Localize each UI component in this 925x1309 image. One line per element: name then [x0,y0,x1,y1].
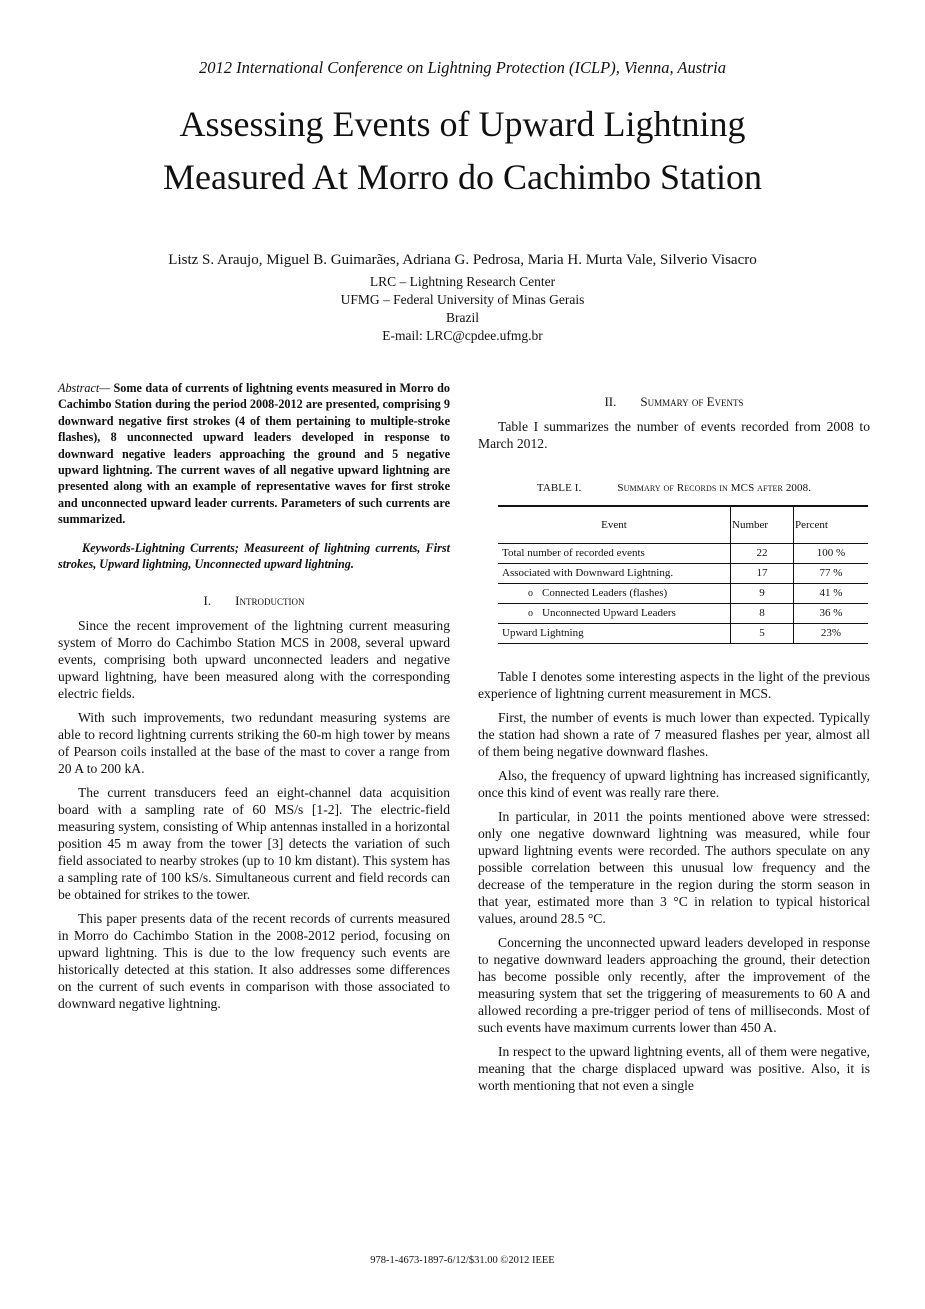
table-title: Summary of Records in MCS after 2008. [617,482,812,494]
cell-event: Upward Lightning [498,624,731,644]
abstract-label: Abstract— [58,381,111,395]
col-header-event: Event [498,506,731,544]
cell-number: 9 [731,584,794,604]
cell-percent: 36 % [794,604,869,624]
paragraph: Table I summarizes the number of events recorded from 2008 to March 2012. [478,419,870,451]
cell-percent: 100 % [794,544,869,564]
abstract [58,380,450,528]
email-line: E-mail: LRC@cpdee.ufmg.br [382,328,543,343]
paragraph: Since the recent improvement of the lightning current measuring system of Morro do Cachimbo Station MCS in 2008, several upward events, comprising both upward unconnected leaders and negative upward lightning, have been measured along with the corresponding electric fields. [58,618,450,702]
keywords: Keywords-Lightning Currents; Measureent of lightning currents, First strokes, Upward lightning, Unconnected upward lightning. [58,540,450,572]
author-list: Listz S. Araujo, Miguel B. Guimarães, Adriana G. Pedrosa, Maria H. Murta Vale, Silverio Visacro [168,252,757,268]
title-line-2: Measured At Morro do Cachimbo Station [163,157,762,197]
table-row [498,564,868,584]
cell-number: 8 [731,604,794,624]
section-body [478,668,870,1094]
cell-percent: 77 % [794,564,869,584]
right-column [478,393,870,1101]
col-header-number: Number [731,506,794,544]
table-row [498,544,868,564]
paragraph: In particular, in 2011 the points mentioned above were stressed: only one negative downward lightning was measured, while four upward lightning events were recorded. The authors speculate on any possible correlation between this unusual low frequency and the decrease of the temperature in the region during the storm season in that year, estimated more than 3 °C in relation to typical historical values, around 28.5 °C. [478,809,870,926]
cell-number: 17 [731,564,794,584]
conference-header: 2012 International Conference on Lightning Protection (ICLP), Vienna, Austria [198,58,727,77]
table-header-row [498,506,868,544]
affiliation-line: UFMG – Federal University of Minas Gerais [340,292,585,307]
left-column [58,380,450,1019]
cell-number: 22 [731,544,794,564]
section-number: I. [203,593,212,609]
section-title: Introduction [235,593,305,609]
cell-event: o Unconnected Upward Leaders [498,604,731,624]
paragraph: Also, the frequency of upward lightning has increased significantly, once this kind of event was really rare there. [478,768,870,800]
table-caption [478,480,870,497]
paragraph: Concerning the unconnected upward leaders developed in response to negative downward leaders approaching the ground, their detection has become possible only recently, after the improvement of the measuring system that set the triggering of measurements to 60 A and allowed recording a pre-trigger period of tens of milliseconds. Most of such events have maximum currents lower than 450 A. [478,935,870,1035]
affiliation-line: Brazil [446,310,479,325]
section-title: Summary of Events [640,394,744,409]
paper-title [0,98,925,204]
cell-event: Total number of recorded events [498,544,731,564]
table-row [498,584,868,604]
cell-percent: 41 % [794,584,869,604]
section-number: II. [604,394,617,409]
paragraph: The current transducers feed an eight-channel data acquisition board with a sampling rate of 60 MS/s [1-2]. The electric-field measuring system, consisting of Whip antennas installed in a horizontal position 45 m away from the tower [3] detects the variation of such field associated to nearby strokes (up to 10 km distant). This system has a sampling rate of 100 kS/s. Simultaneous current and field records can be obtained for strikes to the tower. [58,785,450,903]
title-line-1: Assessing Events of Upward Lightning [179,104,746,144]
affiliation-line: LRC – Lightning Research Center [369,274,556,289]
paragraph: With such improvements, two redundant measuring systems are able to record lightning currents striking the 60-m high tower by means of Pearson coils installed at the base of the mast to cover a range from 20 A to 200 kA. [58,710,450,777]
copyright-footer: 978-1-4673-1897-6/12/$31.00 ©2012 IEEE [370,1255,555,1266]
abstract-text: Some data of currents of lightning events measured in Morro do Cachimbo Station during the period 2008-2012 are presented, comprising 9 downward negative first strokes (4 of them pertaining to multiple-stroke flashes), 8 unconnected upward leaders developed in response to downward negative leaders approaching the ground and 5 negative upward lightning. The current waves of all negative upward lightning are presented along with an example of representative waves for first stroke and unconnected upward leader currents. Parameters of such currents are summarized. [58,381,450,527]
cell-number: 5 [731,624,794,644]
section-heading-summary [478,393,870,410]
cell-event: o Connected Leaders (flashes) [498,584,731,604]
paragraph: First, the number of events is much lower than expected. Typically the station had shown a rate of 7 measured flashes per year, almost all of them being negative downward flashes. [478,710,870,759]
summary-table [498,505,868,644]
paragraph: Table I denotes some interesting aspects in the light of the previous experience of lightning current measurement in MCS. [478,669,870,701]
cell-percent: 23% [794,624,869,644]
section-heading-introduction [58,592,450,609]
affiliation [0,273,925,345]
table-row [498,624,868,644]
col-header-percent: Percent [794,506,869,544]
paragraph: In respect to the upward lightning events, all of them were negative, meaning that the charge displaced upward was positive. Also, it is worth mentioning that not even a single [478,1044,870,1093]
cell-event: Associated with Downward Lightning. [498,564,731,584]
table-row [498,604,868,624]
table-number: TABLE I. [536,482,582,494]
paragraph: This paper presents data of the recent records of currents measured in Morro do Cachimbo Station in the 2008-2012 period, focusing on upward lightning. This is due to the low frequency such events are historically detected at this station. It also addresses some differences on the current of such events in comparison with those associated to downward negative lightning. [58,911,450,1012]
